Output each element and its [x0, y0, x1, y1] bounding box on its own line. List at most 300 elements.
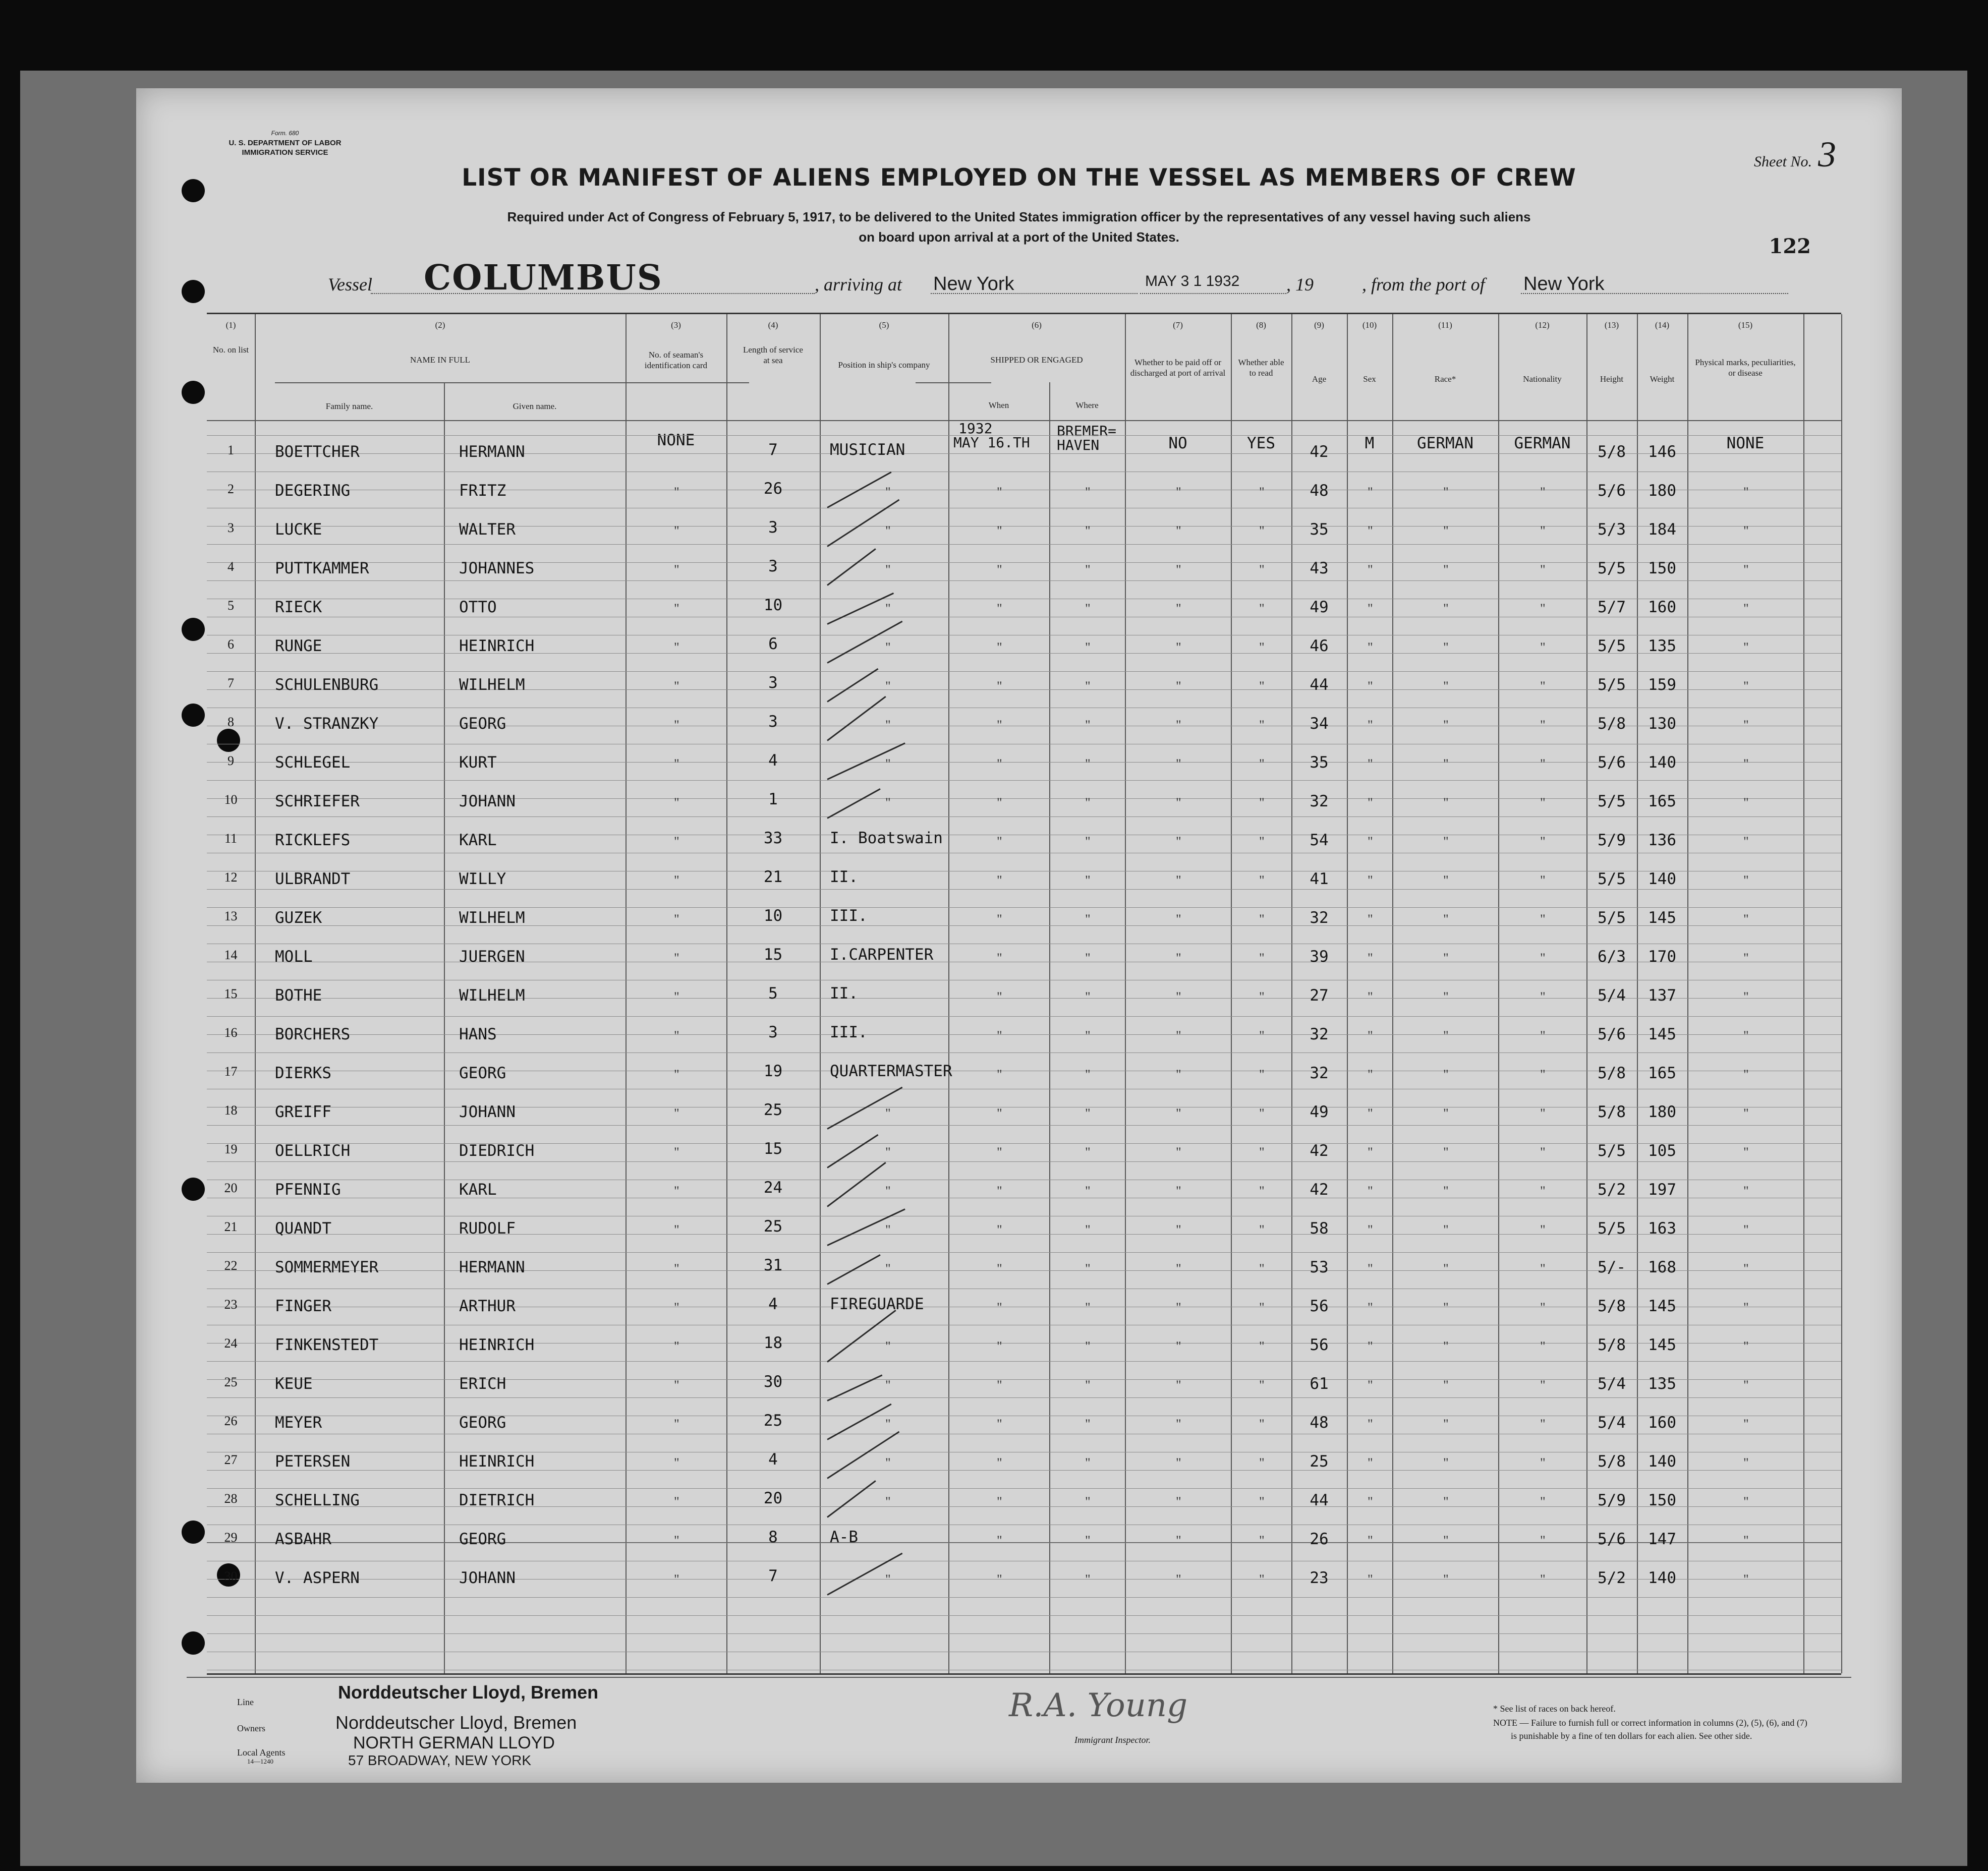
ditto-mark: ": [1743, 756, 1749, 771]
weight-value: 180: [1648, 482, 1676, 500]
ditto-mark: ": [1176, 912, 1181, 926]
service-length: 8: [768, 1528, 778, 1546]
height-value: 5/5: [1598, 676, 1626, 694]
ditto-mark: ": [1368, 1184, 1373, 1198]
ditto-mark: ": [885, 756, 891, 771]
service-length: 6: [768, 635, 778, 653]
ditto-mark: ": [885, 1222, 891, 1237]
header-no-on-list: No. on list: [212, 345, 249, 355]
service-length: 19: [763, 1062, 783, 1080]
header-separator: [207, 420, 1841, 421]
service-length: 25: [763, 1217, 783, 1236]
weight-value: 170: [1648, 948, 1676, 966]
family-name: ULBRANDT: [275, 870, 351, 888]
ditto-mark: ": [1743, 523, 1749, 538]
family-name: SCHRIEFER: [275, 792, 360, 810]
header-able-read: Whether able to read: [1238, 358, 1284, 378]
service-length: 3: [768, 557, 778, 575]
family-name: FINKENSTEDT: [275, 1336, 379, 1354]
ditto-mark: ": [1259, 1572, 1265, 1587]
ditto-mark: ": [1368, 795, 1373, 810]
family-name: PFENNIG: [275, 1181, 341, 1199]
ditto-mark: ": [1743, 1184, 1749, 1198]
ditto-mark: ": [1259, 1533, 1265, 1548]
ditto-mark: ": [1443, 1417, 1449, 1431]
column-divider: [1347, 314, 1348, 1673]
ditto-mark: ": [1176, 679, 1181, 693]
family-name: PETERSEN: [275, 1452, 351, 1471]
ditto-mark: ": [1443, 679, 1449, 693]
age-value: 44: [1310, 676, 1329, 694]
ditto-mark: ": [1368, 1533, 1373, 1548]
ditto-mark: ": [1176, 951, 1181, 965]
ship-position: III.: [830, 1023, 868, 1041]
height-value: 5/2: [1598, 1569, 1626, 1587]
age-value: 54: [1310, 831, 1329, 849]
ditto-mark: ": [1368, 679, 1373, 693]
ditto-mark: ": [674, 873, 679, 888]
col-number: (1): [225, 320, 236, 330]
ditto-mark: ": [1085, 1339, 1091, 1354]
weight-value: 145: [1648, 1297, 1676, 1315]
height-value: 5/2: [1598, 1181, 1626, 1199]
ditto-mark: ": [1259, 640, 1265, 655]
ditto-mark: ": [1176, 1339, 1181, 1354]
ditto-mark: ": [1176, 756, 1181, 771]
ditto-mark: ": [1443, 912, 1449, 926]
ditto-mark: ": [1540, 562, 1546, 577]
ditto-mark: ": [674, 1417, 679, 1431]
family-name: V. ASPERN: [275, 1569, 360, 1587]
service-length: 31: [763, 1256, 783, 1274]
ditto-mark: ": [1176, 718, 1181, 732]
row-number: 19: [224, 1142, 238, 1156]
ditto-mark: ": [674, 1533, 679, 1548]
ditto-mark: ": [674, 1222, 679, 1237]
row-number: 11: [224, 831, 238, 846]
ditto-mark: ": [1259, 1378, 1265, 1392]
family-name: MEYER: [275, 1414, 322, 1432]
ditto-mark: ": [1443, 1455, 1449, 1470]
ditto-mark: ": [1540, 679, 1546, 693]
ditto-mark: ": [1443, 1339, 1449, 1354]
ditto-mark: ": [674, 1378, 679, 1392]
height-value: 5/6: [1598, 1530, 1626, 1548]
ditto-mark: ": [1176, 795, 1181, 810]
ditto-mark: ": [674, 1028, 679, 1043]
height-value: 5/8: [1598, 1452, 1626, 1471]
service-length: 15: [763, 1140, 783, 1158]
binder-hole: [182, 1178, 205, 1201]
weight-value: 140: [1648, 870, 1676, 888]
ditto-mark: ": [997, 485, 1002, 499]
age-value: 32: [1310, 792, 1329, 810]
ditto-mark: ": [1368, 1455, 1373, 1470]
service-length: 10: [763, 596, 783, 614]
column-divider: [626, 314, 627, 1673]
ditto-mark: ": [1085, 912, 1091, 926]
row-number: 13: [224, 909, 238, 923]
ship-position: QUARTERMASTER: [830, 1062, 952, 1080]
ruled-line: [207, 1633, 1841, 1634]
age-value: 25: [1310, 1452, 1329, 1471]
age-value: 39: [1310, 948, 1329, 966]
ditto-mark: ": [1085, 1261, 1091, 1276]
ditto-mark: ": [1443, 834, 1449, 849]
ruled-line: [207, 907, 1841, 908]
given-name: JOHANN: [459, 1569, 516, 1587]
ditto-mark: ": [1540, 834, 1546, 849]
row-number: 17: [224, 1064, 238, 1079]
binder-hole: [182, 1631, 205, 1655]
ditto-mark: ": [1443, 523, 1449, 538]
ditto-mark: ": [1368, 523, 1373, 538]
ditto-mark: ": [1443, 640, 1449, 655]
ditto-mark: ": [885, 718, 891, 732]
header-seaman-card: No. of seaman's identification card: [644, 350, 708, 370]
ditto-mark: ": [997, 795, 1002, 810]
family-name: GUZEK: [275, 909, 322, 927]
ditto-mark: ": [1540, 1067, 1546, 1082]
ditto-mark: ": [674, 912, 679, 926]
ditto-mark: ": [1743, 1028, 1749, 1043]
shipped-where-1: BREMER=: [1057, 423, 1117, 439]
agents-label: Local Agents: [237, 1747, 286, 1758]
given-name: ERICH: [459, 1375, 506, 1393]
check-mark: [827, 1480, 876, 1518]
ditto-mark: ": [1743, 1300, 1749, 1315]
row-number: 21: [224, 1219, 238, 1234]
ditto-mark: ": [885, 485, 891, 499]
ditto-mark: ": [1259, 562, 1265, 577]
ditto-mark: ": [1085, 1533, 1091, 1548]
ditto-mark: ": [1368, 912, 1373, 926]
age-value: 48: [1310, 482, 1329, 500]
ditto-mark: ": [1443, 601, 1449, 616]
ditto-mark: ": [1443, 1145, 1449, 1159]
ditto-mark: ": [997, 912, 1002, 926]
family-name: FINGER: [275, 1297, 331, 1315]
ditto-mark: ": [1085, 834, 1091, 849]
family-name: ASBAHR: [275, 1530, 331, 1548]
given-name: WILHELM: [459, 676, 525, 694]
ditto-mark: ": [1368, 989, 1373, 1004]
dotted-rule: [371, 293, 815, 294]
service-length: 3: [768, 713, 778, 731]
given-name: JUERGEN: [459, 948, 525, 966]
column-divider: [820, 314, 821, 1673]
ditto-mark: ": [1540, 1145, 1546, 1159]
ditto-mark: ": [1085, 562, 1091, 577]
ditto-mark: ": [997, 951, 1002, 965]
height-value: 5/8: [1598, 443, 1626, 461]
ditto-mark: ": [1085, 1145, 1091, 1159]
ditto-mark: ": [1743, 1339, 1749, 1354]
ruled-line: [207, 580, 1841, 581]
ditto-mark: ": [1085, 485, 1091, 499]
manifest-footer: [187, 1677, 1851, 1778]
ditto-mark: ": [1176, 1300, 1181, 1315]
row-number: 22: [224, 1258, 238, 1273]
service-length: 21: [763, 868, 783, 886]
age-value: 23: [1310, 1569, 1329, 1587]
ditto-mark: ": [1259, 1494, 1265, 1509]
height-value: 5/4: [1598, 1375, 1626, 1393]
vessel-label: Vessel: [328, 274, 372, 295]
age-value: 61: [1310, 1375, 1329, 1393]
given-name: KARL: [459, 1181, 497, 1199]
ditto-mark: ": [997, 1067, 1002, 1082]
ditto-mark: ": [1259, 1106, 1265, 1121]
ditto-mark: ": [1743, 834, 1749, 849]
ditto-mark: ": [1259, 1300, 1265, 1315]
physical-value: NONE: [1726, 434, 1765, 452]
ditto-mark: ": [674, 951, 679, 965]
row-number: 7: [228, 676, 234, 690]
height-value: 5/5: [1598, 792, 1626, 810]
ditto-mark: ": [1743, 1572, 1749, 1587]
binder-hole: [182, 381, 205, 404]
ditto-mark: ": [1085, 718, 1091, 732]
column-divider: [948, 314, 949, 1673]
col-number: (11): [1438, 320, 1452, 330]
ditto-mark: ": [1085, 1028, 1091, 1043]
ditto-mark: ": [674, 834, 679, 849]
ruled-line: [207, 889, 1841, 890]
arrival-date-stamp: MAY 3 1 1932: [1145, 273, 1240, 289]
ditto-mark: ": [1259, 1261, 1265, 1276]
age-value: 56: [1310, 1336, 1329, 1354]
weight-value: 180: [1648, 1103, 1676, 1121]
ditto-mark: ": [1443, 951, 1449, 965]
column-divider: [1841, 314, 1842, 1673]
family-name: SOMMERMEYER: [275, 1258, 379, 1276]
weight-value: 165: [1648, 1064, 1676, 1082]
ditto-mark: ": [1176, 1572, 1181, 1587]
binder-hole: [182, 1521, 205, 1544]
header-where: Where: [1075, 400, 1099, 410]
ditto-mark: ": [674, 562, 679, 577]
ditto-mark: ": [1176, 1106, 1181, 1121]
ditto-mark: ": [1368, 1417, 1373, 1431]
column-divider: [1803, 314, 1804, 1673]
ditto-mark: ": [885, 679, 891, 693]
ditto-mark: ": [1176, 640, 1181, 655]
ditto-mark: ": [1443, 1222, 1449, 1237]
ditto-mark: ": [885, 1145, 891, 1159]
ditto-mark: ": [1540, 601, 1546, 616]
height-value: 5/5: [1598, 637, 1626, 655]
line-label: Line: [237, 1697, 254, 1707]
weight-value: 140: [1648, 1452, 1676, 1471]
service-length: 4: [768, 1450, 778, 1469]
check-mark: [827, 1087, 902, 1130]
family-name: DIERKS: [275, 1064, 331, 1082]
weight-value: 163: [1648, 1219, 1676, 1238]
service-length: 24: [763, 1179, 783, 1197]
column-divider: [1231, 314, 1232, 1673]
page-title: LIST OR MANIFEST OF ALIENS EMPLOYED ON THE VESSEL AS MEMBERS OF CREW: [462, 164, 1576, 192]
ditto-mark: ": [1443, 1067, 1449, 1082]
col-number: (12): [1535, 320, 1550, 330]
ruled-line: [207, 671, 1841, 672]
ditto-mark: ": [1085, 1572, 1091, 1587]
ship-position: III.: [830, 907, 868, 925]
age-value: 32: [1310, 1064, 1329, 1082]
ditto-mark: ": [674, 523, 679, 538]
form-identifier: [202, 129, 368, 157]
ditto-mark: ": [1259, 485, 1265, 499]
ditto-mark: ": [1085, 1106, 1091, 1121]
ditto-mark: ": [885, 640, 891, 655]
weight-value: 135: [1648, 637, 1676, 655]
ditto-mark: ": [1540, 1378, 1546, 1392]
ditto-mark: ": [1443, 1572, 1449, 1587]
family-name: V. STRANZKY: [275, 715, 379, 733]
arriving-label: , arriving at: [815, 274, 902, 295]
height-value: 5/5: [1598, 559, 1626, 577]
ship-position: FIREGUARDE: [830, 1295, 924, 1313]
ditto-mark: ": [1443, 1533, 1449, 1548]
ship-position: II.: [830, 868, 858, 886]
given-name: HERMANN: [459, 1258, 525, 1276]
family-name: RUNGE: [275, 637, 322, 655]
ditto-mark: ": [1443, 562, 1449, 577]
weight-value: 136: [1648, 831, 1676, 849]
family-name: RIECK: [275, 598, 322, 616]
ditto-mark: ": [674, 1494, 679, 1509]
weight-value: 160: [1648, 598, 1676, 616]
inspector-label: Immigrant Inspector.: [1074, 1735, 1151, 1745]
ditto-mark: ": [1540, 1300, 1546, 1315]
ditto-mark: ": [1540, 1106, 1546, 1121]
col-number: (3): [671, 320, 681, 330]
ditto-mark: ": [885, 1339, 891, 1354]
age-value: 26: [1310, 1530, 1329, 1548]
height-value: 5/6: [1598, 1025, 1626, 1043]
weight-value: 160: [1648, 1414, 1676, 1432]
ditto-mark: ": [997, 756, 1002, 771]
ditto-mark: ": [997, 523, 1002, 538]
ditto-mark: ": [885, 1184, 891, 1198]
ditto-mark: ": [1540, 989, 1546, 1004]
agents-stamp-name: NORTH GERMAN LLOYD: [353, 1733, 555, 1752]
ditto-mark: ": [1540, 756, 1546, 771]
ditto-mark: ": [1540, 873, 1546, 888]
header-name-in-full: NAME IN FULL: [410, 355, 470, 365]
from-port-label: , from the port of: [1362, 274, 1485, 295]
ditto-mark: ": [1368, 1572, 1373, 1587]
service-length: 15: [763, 946, 783, 964]
vessel-name: COLUMBUS: [424, 258, 663, 298]
family-name: PUTTKAMMER: [275, 559, 369, 577]
header-family-name: Family name.: [325, 401, 373, 411]
shipped-where-2: HAVEN: [1057, 437, 1100, 453]
race-value: GERMAN: [1417, 434, 1473, 452]
service-length: 10: [763, 907, 783, 925]
col-number: (6): [1032, 320, 1042, 330]
ditto-mark: ": [1743, 873, 1749, 888]
col-number: (4): [768, 320, 778, 330]
age-value: 48: [1310, 1414, 1329, 1432]
able-read-value: YES: [1247, 434, 1275, 452]
age-value: 35: [1310, 753, 1329, 772]
ditto-mark: ": [674, 1184, 679, 1198]
ditto-mark: ": [885, 1106, 891, 1121]
ditto-mark: ": [1368, 834, 1373, 849]
ditto-mark: ": [1176, 1455, 1181, 1470]
ditto-mark: ": [1540, 1222, 1546, 1237]
weight-value: 147: [1648, 1530, 1676, 1548]
ditto-mark: ": [674, 1300, 679, 1315]
ditto-mark: ": [1085, 640, 1091, 655]
given-name: OTTO: [459, 598, 497, 616]
ditto-mark: ": [1743, 562, 1749, 577]
ditto-mark: ": [1540, 523, 1546, 538]
weight-value: 145: [1648, 1336, 1676, 1354]
service-length: 3: [768, 674, 778, 692]
weight-value: 105: [1648, 1142, 1676, 1160]
ditto-mark: ": [1259, 1417, 1265, 1431]
height-value: 5/4: [1598, 1414, 1626, 1432]
ditto-mark: ": [674, 1106, 679, 1121]
header-nationality: Nationality: [1523, 374, 1562, 384]
given-name: KARL: [459, 831, 497, 849]
service-length: 4: [768, 751, 778, 770]
row-number: 28: [224, 1491, 238, 1506]
col-number: (5): [879, 320, 889, 330]
ditto-mark: ": [1259, 679, 1265, 693]
ditto-mark: ": [1176, 1145, 1181, 1159]
ditto-mark: ": [1368, 1339, 1373, 1354]
given-name: WILHELM: [459, 986, 525, 1005]
given-name: ARTHUR: [459, 1297, 516, 1315]
header-shipped-engaged: SHIPPED OR ENGAGED: [990, 355, 1083, 365]
service-name: IMMIGRATION SERVICE: [242, 148, 328, 157]
ditto-mark: ": [1176, 1067, 1181, 1082]
service-length: 1: [768, 790, 778, 808]
ditto-mark: ": [997, 1261, 1002, 1276]
ditto-mark: ": [997, 1300, 1002, 1315]
ditto-mark: ": [1443, 1184, 1449, 1198]
ditto-mark: ": [885, 1455, 891, 1470]
ditto-mark: ": [1443, 485, 1449, 499]
family-name: KEUE: [275, 1375, 313, 1393]
age-value: 27: [1310, 986, 1329, 1005]
ditto-mark: ": [1443, 989, 1449, 1004]
height-value: 5/4: [1598, 986, 1626, 1005]
age-value: 42: [1310, 1181, 1329, 1199]
col-number: (8): [1256, 320, 1266, 330]
ditto-mark: ": [1368, 1028, 1373, 1043]
row-number: 10: [224, 792, 238, 807]
weight-value: 145: [1648, 909, 1676, 927]
ditto-mark: ": [1176, 1184, 1181, 1198]
age-value: 43: [1310, 559, 1329, 577]
ditto-mark: ": [997, 1145, 1002, 1159]
ditto-mark: ": [1443, 1261, 1449, 1276]
height-value: 5/5: [1598, 1219, 1626, 1238]
ruled-line: [207, 780, 1841, 781]
header-when: When: [988, 400, 1009, 410]
row-number: 5: [228, 598, 234, 613]
row-number: 20: [224, 1181, 238, 1195]
height-value: 5/5: [1598, 1142, 1626, 1160]
ditto-mark: ": [1443, 1378, 1449, 1392]
ditto-mark: ": [997, 562, 1002, 577]
dotted-rule: [1140, 293, 1286, 294]
manifest-sheet: [136, 88, 1902, 1783]
